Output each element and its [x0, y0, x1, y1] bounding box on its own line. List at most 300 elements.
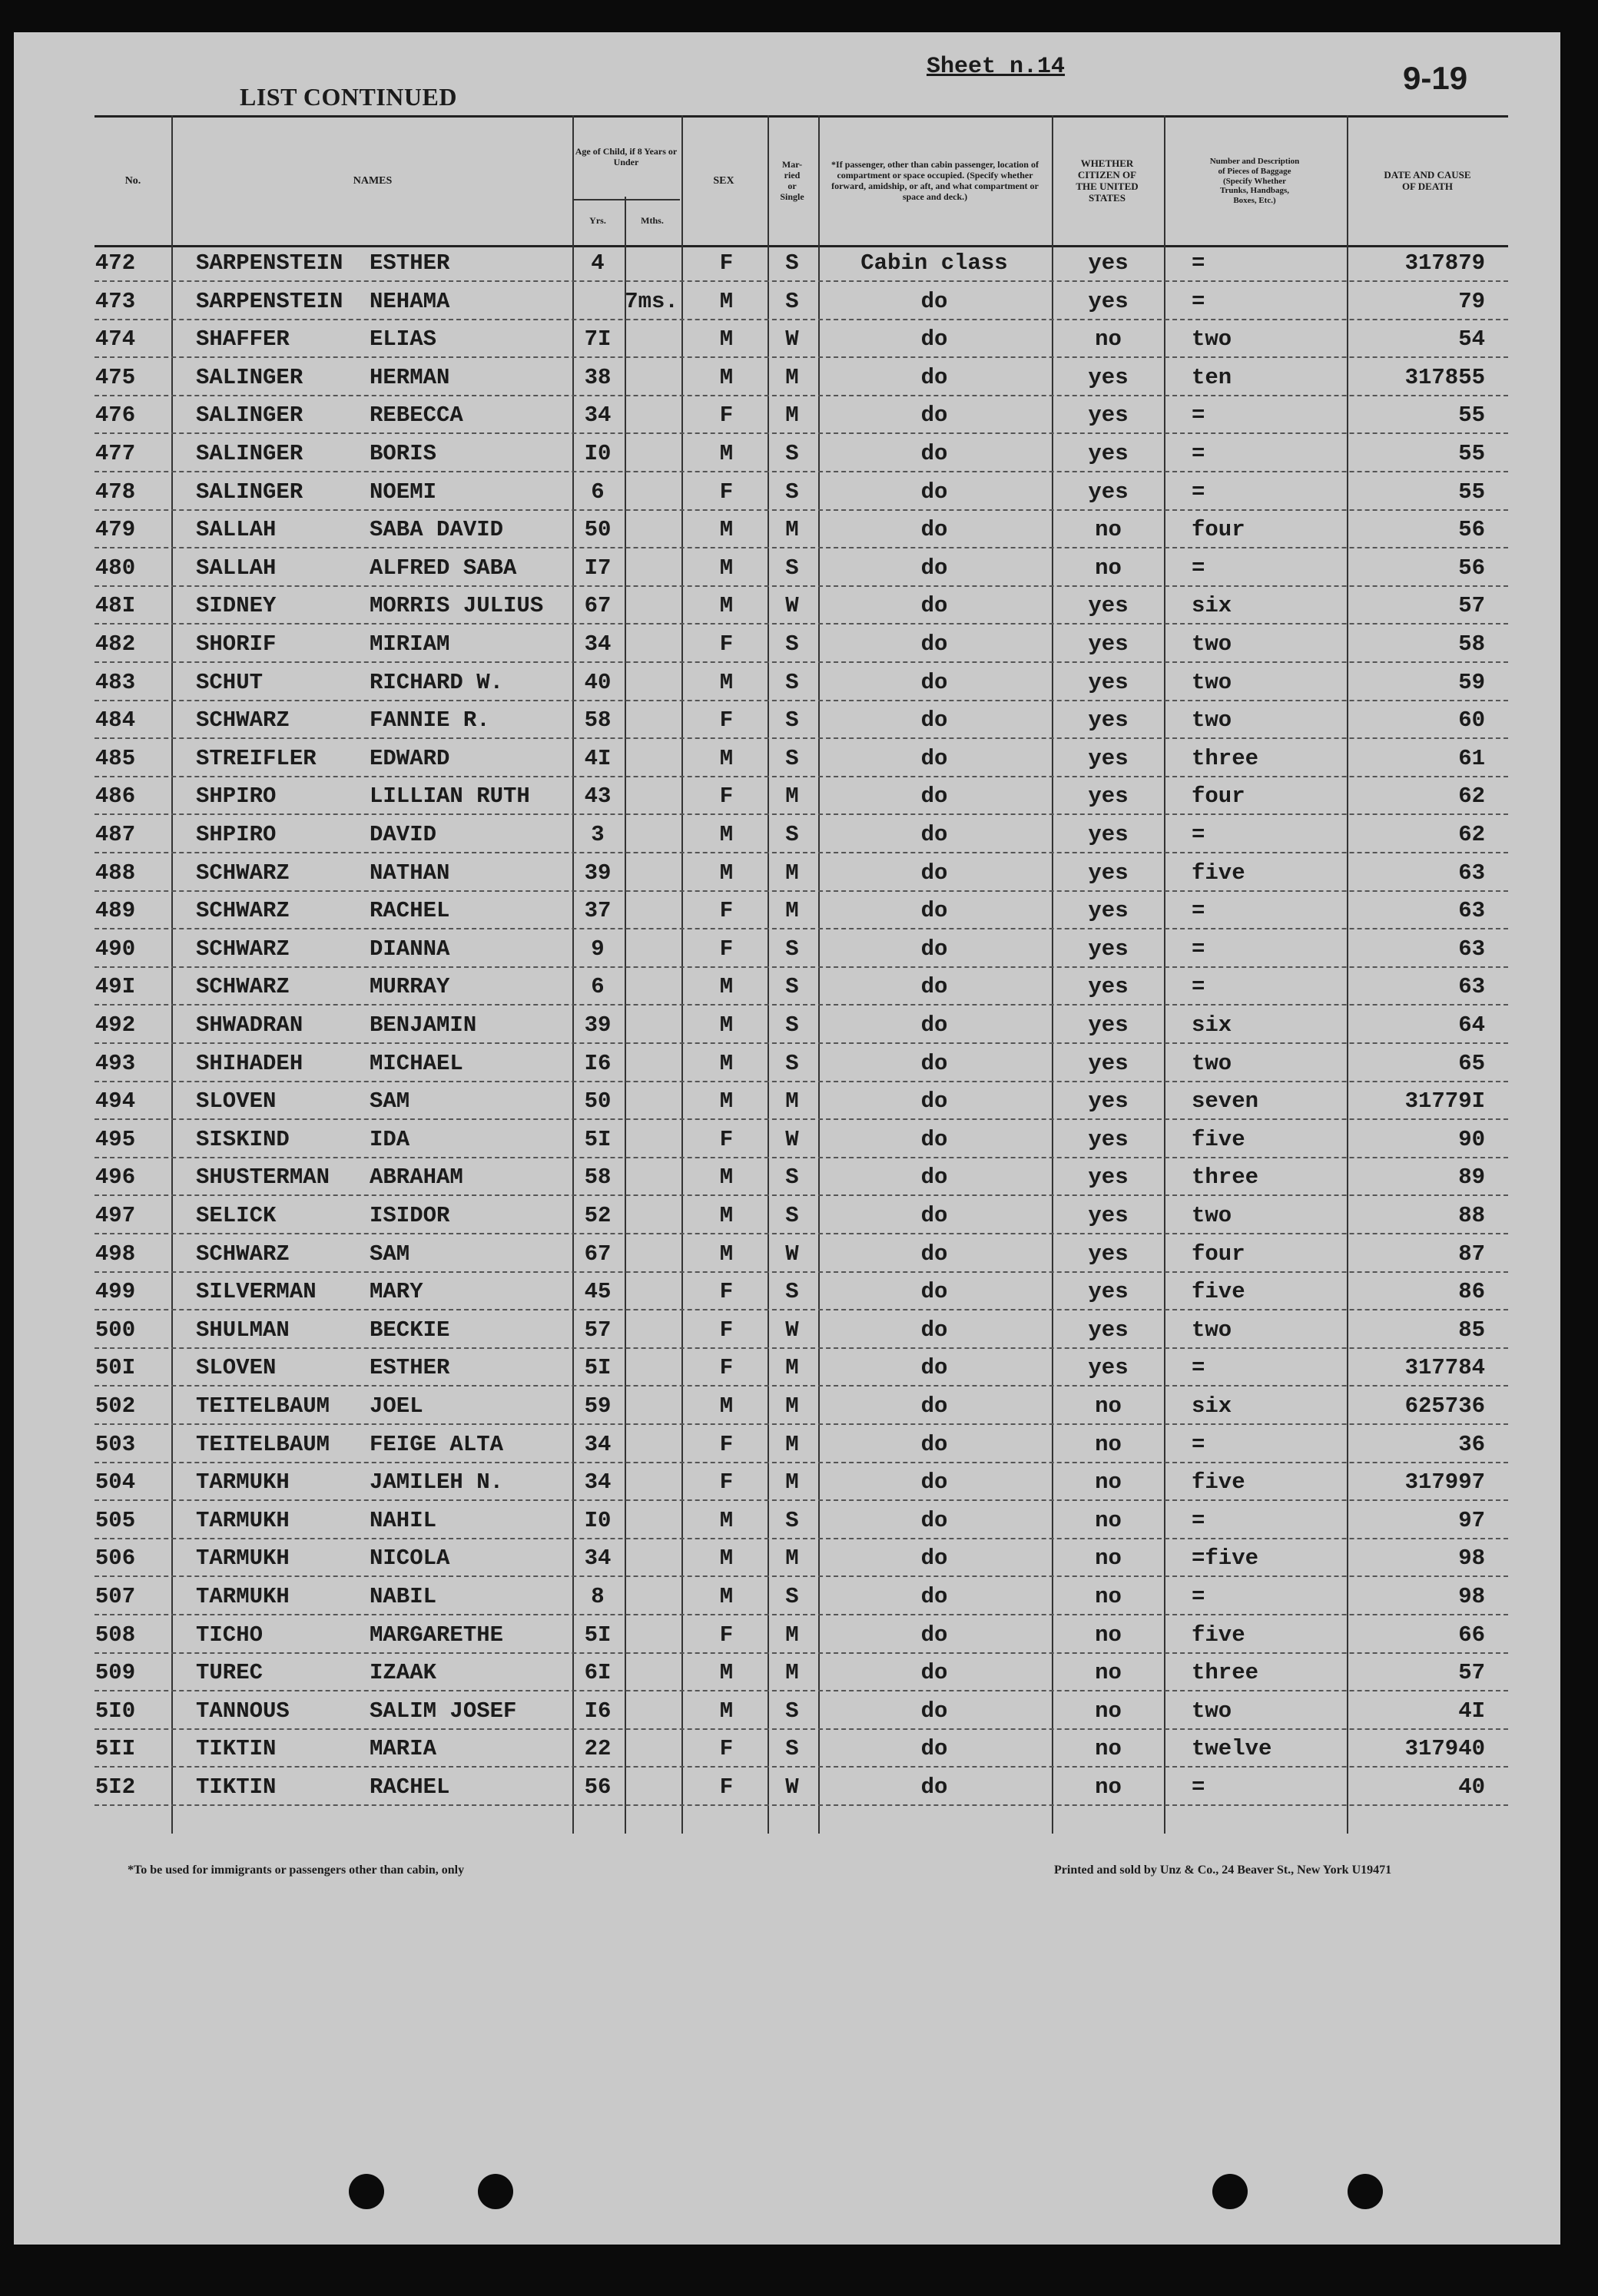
sex-cell: M — [719, 593, 734, 619]
citizen-cell: no — [1095, 1431, 1122, 1457]
location-cell: do — [920, 1774, 948, 1800]
baggage-cell: = — [1192, 441, 1205, 466]
age-years-cell: 3 — [591, 822, 605, 847]
marital-status-cell: W — [785, 326, 799, 353]
death-ref-cell: 97 — [1458, 1507, 1485, 1533]
row-number-cell: 480 — [94, 555, 136, 581]
location-cell: do — [920, 326, 948, 353]
location-cell: Cabin class — [860, 250, 1008, 276]
age-years-cell: 34 — [584, 1469, 612, 1496]
surname-cell: SALLAH — [196, 555, 277, 581]
table-row — [94, 433, 1508, 472]
surname-cell: SCHWARZ — [196, 860, 290, 886]
row-number-cell: 499 — [94, 1279, 136, 1305]
table-row — [94, 700, 1508, 739]
marital-status-cell: S — [785, 1165, 799, 1191]
age-years-cell: 52 — [584, 1203, 612, 1228]
row-number-cell: 476 — [94, 403, 136, 429]
citizen-cell: yes — [1088, 669, 1129, 695]
surname-cell: SCHWARZ — [196, 707, 290, 734]
baggage-cell: four — [1192, 517, 1245, 543]
age-years-cell: 5I — [584, 1622, 612, 1648]
age-years-cell: I0 — [584, 1507, 612, 1533]
citizen-cell: yes — [1088, 860, 1129, 886]
footer-note: *To be used for immigrants or passengers other than cabin, only — [128, 1864, 465, 1877]
marital-status-cell: W — [785, 593, 799, 619]
location-cell: do — [920, 784, 948, 810]
sex-cell: F — [719, 1279, 734, 1305]
table-row — [94, 966, 1508, 1006]
table-row — [94, 1615, 1508, 1654]
marital-status-cell: S — [785, 1507, 799, 1533]
age-years-cell: 5I — [584, 1355, 612, 1381]
baggage-cell: four — [1192, 1241, 1245, 1267]
death-ref-cell: 56 — [1458, 555, 1485, 581]
location-cell: do — [920, 441, 948, 466]
citizen-cell: yes — [1088, 1241, 1129, 1267]
row-number-cell: 502 — [94, 1393, 136, 1419]
sex-cell: F — [719, 1317, 734, 1343]
table-row — [94, 548, 1508, 587]
page-number: 9-19 — [1403, 60, 1468, 96]
baggage-cell: three — [1192, 1165, 1259, 1191]
death-ref-cell: 317940 — [1404, 1736, 1485, 1762]
location-cell: do — [920, 288, 948, 314]
marital-status-cell: M — [785, 1546, 799, 1572]
surname-cell: SCHWARZ — [196, 898, 290, 924]
citizen-cell: yes — [1088, 1317, 1129, 1343]
baggage-cell: two — [1192, 707, 1232, 734]
age-years-cell: 4 — [591, 250, 605, 276]
baggage-cell: seven — [1192, 1088, 1259, 1115]
sex-cell: F — [719, 1431, 734, 1457]
row-number-cell: 483 — [94, 669, 136, 695]
given-name-cell: MARY — [370, 1279, 423, 1305]
row-number-cell: 5II — [94, 1736, 136, 1762]
given-name-cell: JOEL — [370, 1393, 423, 1419]
baggage-cell: = — [1192, 822, 1205, 847]
row-number-cell: 475 — [94, 364, 136, 390]
given-name-cell: NAHIL — [370, 1507, 437, 1533]
citizen-cell: yes — [1088, 974, 1129, 1000]
header-mths: Mths. — [641, 215, 664, 227]
citizen-cell: yes — [1088, 479, 1129, 505]
table-row — [94, 243, 1508, 282]
sex-cell: F — [719, 1469, 734, 1496]
given-name-cell: ISIDOR — [370, 1203, 450, 1228]
location-cell: do — [920, 1165, 948, 1191]
citizen-cell: no — [1095, 1546, 1122, 1572]
row-number-cell: 495 — [94, 1126, 136, 1152]
sex-cell: M — [719, 1507, 734, 1533]
baggage-cell: twelve — [1192, 1736, 1272, 1762]
citizen-cell: no — [1095, 1393, 1122, 1419]
sex-cell: F — [719, 1355, 734, 1381]
table-row — [94, 395, 1508, 434]
marital-status-cell: W — [785, 1241, 799, 1267]
binder-hole — [478, 2174, 513, 2209]
given-name-cell: ESTHER — [370, 1355, 450, 1381]
row-number-cell: 485 — [94, 745, 136, 771]
given-name-cell: NICOLA — [370, 1546, 450, 1572]
surname-cell: TUREC — [196, 1660, 264, 1686]
marital-status-cell: M — [785, 1355, 799, 1381]
sex-cell: M — [719, 1546, 734, 1572]
marital-status-cell: M — [785, 1660, 799, 1686]
marital-status-cell: S — [785, 1736, 799, 1762]
surname-cell: TIKTIN — [196, 1774, 277, 1800]
table-row — [94, 814, 1508, 853]
sex-cell: F — [719, 250, 734, 276]
marital-status-cell: S — [785, 1584, 799, 1609]
given-name-cell: FANNIE R. — [370, 707, 490, 734]
death-ref-cell: 57 — [1458, 593, 1485, 619]
age-years-cell: 43 — [584, 784, 612, 810]
table-row — [94, 281, 1508, 320]
row-number-cell: 48I — [94, 593, 136, 619]
citizen-cell: yes — [1088, 441, 1129, 466]
death-ref-cell: 85 — [1458, 1317, 1485, 1343]
sex-cell: M — [719, 822, 734, 847]
baggage-cell: = — [1192, 288, 1205, 314]
table-row — [94, 929, 1508, 968]
binder-hole — [1212, 2174, 1248, 2209]
age-years-cell: 50 — [584, 1088, 612, 1115]
marital-status-cell: M — [785, 784, 799, 810]
marital-status-cell: S — [785, 822, 799, 847]
sex-cell: F — [719, 784, 734, 810]
marital-status-cell: M — [785, 1469, 799, 1496]
header-yrs: Yrs. — [589, 215, 606, 227]
death-ref-cell: 55 — [1458, 403, 1485, 429]
surname-cell: SLOVEN — [196, 1355, 277, 1381]
sex-cell: M — [719, 1012, 734, 1038]
given-name-cell: ABRAHAM — [370, 1165, 463, 1191]
citizen-cell: yes — [1088, 1126, 1129, 1152]
location-cell: do — [920, 403, 948, 429]
row-number-cell: 484 — [94, 707, 136, 734]
given-name-cell: REBECCA — [370, 403, 463, 429]
location-cell: do — [920, 1546, 948, 1572]
sex-cell: F — [719, 631, 734, 657]
baggage-cell: six — [1192, 593, 1232, 619]
binder-hole — [1348, 2174, 1383, 2209]
death-ref-cell: 62 — [1458, 822, 1485, 847]
row-number-cell: 492 — [94, 1012, 136, 1038]
surname-cell: TARMUKH — [196, 1507, 290, 1533]
table-row — [94, 662, 1508, 701]
marital-status-cell: M — [785, 898, 799, 924]
row-number-cell: 496 — [94, 1165, 136, 1191]
surname-cell: SARPENSTEIN — [196, 288, 343, 314]
citizen-cell: yes — [1088, 1165, 1129, 1191]
given-name-cell: IZAAK — [370, 1660, 437, 1686]
death-ref-cell: 61 — [1458, 745, 1485, 771]
citizen-cell: no — [1095, 326, 1122, 353]
surname-cell: TARMUKH — [196, 1469, 290, 1496]
header-sex: SEX — [713, 174, 734, 187]
marital-status-cell: S — [785, 631, 799, 657]
surname-cell: SHUSTERMAN — [196, 1165, 330, 1191]
surname-cell: SISKIND — [196, 1126, 290, 1152]
baggage-cell: = — [1192, 898, 1205, 924]
baggage-cell: = — [1192, 403, 1205, 429]
header-citizen: WHETHER CITIZEN OF THE UNITED STATES — [1076, 157, 1139, 204]
sex-cell: F — [719, 936, 734, 962]
location-cell: do — [920, 1241, 948, 1267]
surname-cell: SHAFFER — [196, 326, 290, 353]
baggage-cell: = — [1192, 250, 1205, 276]
marital-status-cell: S — [785, 1698, 799, 1724]
age-years-cell: 40 — [584, 669, 612, 695]
baggage-cell: six — [1192, 1012, 1232, 1038]
surname-cell: SCHWARZ — [196, 936, 290, 962]
age-years-cell: 67 — [584, 1241, 612, 1267]
age-years-cell: 6 — [591, 974, 605, 1000]
given-name-cell: BENJAMIN — [370, 1012, 477, 1038]
table-row — [94, 1234, 1508, 1273]
citizen-cell: yes — [1088, 898, 1129, 924]
row-number-cell: 500 — [94, 1317, 136, 1343]
sex-cell: F — [719, 707, 734, 734]
age-years-cell: 34 — [584, 403, 612, 429]
row-number-cell: 487 — [94, 822, 136, 847]
citizen-cell: no — [1095, 555, 1122, 581]
table-row — [94, 357, 1508, 396]
baggage-cell: five — [1192, 1469, 1245, 1496]
citizen-cell: yes — [1088, 250, 1129, 276]
baggage-cell: two — [1192, 631, 1232, 657]
given-name-cell: MARGARETHE — [370, 1622, 504, 1648]
surname-cell: TARMUKH — [196, 1546, 290, 1572]
baggage-cell: = — [1192, 1355, 1205, 1381]
death-ref-cell: 63 — [1458, 936, 1485, 962]
given-name-cell: MURRAY — [370, 974, 450, 1000]
sheet-number: Sheet n.14 — [927, 54, 1066, 80]
age-years-cell: 6I — [584, 1660, 612, 1686]
header-baggage: Number and Description of Pieces of Baggage (Specify Whether Trunks, Handbags, Boxes, Etc.) — [1209, 157, 1300, 205]
age-years-cell: 5I — [584, 1126, 612, 1152]
table-row — [94, 1767, 1508, 1806]
baggage-cell: two — [1192, 326, 1232, 353]
table-header — [94, 115, 1508, 247]
table-row — [94, 509, 1508, 548]
citizen-cell: yes — [1088, 745, 1129, 771]
given-name-cell: LILLIAN RUTH — [370, 784, 530, 810]
age-years-cell: 22 — [584, 1736, 612, 1762]
list-title: LIST CONTINUED — [240, 83, 457, 111]
citizen-cell: yes — [1088, 1012, 1129, 1038]
location-cell: do — [920, 1507, 948, 1533]
header-marital: Mar- ried or Single — [780, 159, 804, 202]
marital-status-cell: S — [785, 669, 799, 695]
age-years-cell: I7 — [584, 555, 612, 581]
citizen-cell: no — [1095, 1660, 1122, 1686]
surname-cell: SCHWARZ — [196, 1241, 290, 1267]
table-row — [94, 776, 1508, 815]
baggage-cell: = — [1192, 936, 1205, 962]
header-death: DATE AND CAUSE OF DEATH — [1384, 169, 1471, 192]
death-ref-cell: 40 — [1458, 1774, 1485, 1800]
sex-cell: M — [719, 1203, 734, 1228]
row-number-cell: 505 — [94, 1507, 136, 1533]
location-cell: do — [920, 669, 948, 695]
table-row — [94, 1081, 1508, 1120]
given-name-cell: NABIL — [370, 1584, 437, 1609]
row-number-cell: 49I — [94, 974, 136, 1000]
sex-cell: M — [719, 1241, 734, 1267]
row-number-cell: 506 — [94, 1546, 136, 1572]
age-years-cell: 57 — [584, 1317, 612, 1343]
row-number-cell: 498 — [94, 1241, 136, 1267]
baggage-cell: = — [1192, 974, 1205, 1000]
death-ref-cell: 60 — [1458, 707, 1485, 734]
location-cell: do — [920, 1736, 948, 1762]
baggage-cell: two — [1192, 1050, 1232, 1076]
citizen-cell: yes — [1088, 403, 1129, 429]
age-years-cell: 37 — [584, 898, 612, 924]
baggage-cell: two — [1192, 1203, 1232, 1228]
baggage-cell: two — [1192, 1317, 1232, 1343]
citizen-cell: yes — [1088, 822, 1129, 847]
table-row — [94, 1310, 1508, 1349]
sex-cell: F — [719, 898, 734, 924]
citizen-cell: yes — [1088, 1088, 1129, 1115]
death-ref-cell: 86 — [1458, 1279, 1485, 1305]
given-name-cell: SABA DAVID — [370, 517, 504, 543]
baggage-cell: = — [1192, 1584, 1205, 1609]
marital-status-cell: S — [785, 441, 799, 466]
citizen-cell: yes — [1088, 364, 1129, 390]
marital-status-cell: M — [785, 860, 799, 886]
age-years-cell: 7I — [584, 326, 612, 353]
marital-status-cell: S — [785, 555, 799, 581]
table-row — [94, 1652, 1508, 1691]
death-ref-cell: 63 — [1458, 860, 1485, 886]
death-ref-cell: 57 — [1458, 1660, 1485, 1686]
table-row — [94, 1691, 1508, 1730]
location-cell: do — [920, 707, 948, 734]
surname-cell: SALLAH — [196, 517, 277, 543]
location-cell: do — [920, 1355, 948, 1381]
binder-hole — [349, 2174, 384, 2209]
table-row — [94, 853, 1508, 892]
table-row — [94, 1386, 1508, 1425]
surname-cell: SALINGER — [196, 441, 303, 466]
location-cell: do — [920, 1012, 948, 1038]
given-name-cell: ALFRED SABA — [370, 555, 517, 581]
header-age: Age of Child, if 8 Years or Under — [575, 146, 678, 167]
baggage-cell: two — [1192, 1698, 1232, 1724]
location-cell: do — [920, 1126, 948, 1152]
surname-cell: TIKTIN — [196, 1736, 277, 1762]
row-number-cell: 509 — [94, 1660, 136, 1686]
location-cell: do — [920, 1431, 948, 1457]
location-cell: do — [920, 1393, 948, 1419]
surname-cell: TARMUKH — [196, 1584, 290, 1609]
surname-cell: TEITELBAUM — [196, 1431, 330, 1457]
table-row — [94, 1576, 1508, 1615]
death-ref-cell: 317855 — [1404, 364, 1485, 390]
marital-status-cell: S — [785, 1279, 799, 1305]
sex-cell: M — [719, 1660, 734, 1686]
citizen-cell: no — [1095, 1736, 1122, 1762]
death-ref-cell: 87 — [1458, 1241, 1485, 1267]
given-name-cell: IDA — [370, 1126, 410, 1152]
row-number-cell: 507 — [94, 1584, 136, 1609]
marital-status-cell: S — [785, 288, 799, 314]
location-cell: do — [920, 1279, 948, 1305]
age-years-cell: 67 — [584, 593, 612, 619]
age-years-cell: I6 — [584, 1050, 612, 1076]
row-number-cell: 473 — [94, 288, 136, 314]
surname-cell: SHPIRO — [196, 822, 277, 847]
citizen-cell: yes — [1088, 1050, 1129, 1076]
citizen-cell: yes — [1088, 936, 1129, 962]
age-years-cell: 4I — [584, 745, 612, 771]
given-name-cell: SALIM JOSEF — [370, 1698, 517, 1724]
given-name-cell: SAM — [370, 1241, 410, 1267]
surname-cell: SALINGER — [196, 479, 303, 505]
sex-cell: M — [719, 441, 734, 466]
header-names: NAMES — [353, 174, 393, 187]
citizen-cell: yes — [1088, 1279, 1129, 1305]
table-row — [94, 1119, 1508, 1158]
baggage-cell: five — [1192, 860, 1245, 886]
age-years-cell: I6 — [584, 1698, 612, 1724]
row-number-cell: 5I0 — [94, 1698, 136, 1724]
sex-cell: F — [719, 479, 734, 505]
surname-cell: SLOVEN — [196, 1088, 277, 1115]
death-ref-cell: 317784 — [1404, 1355, 1485, 1381]
baggage-cell: = — [1192, 479, 1205, 505]
age-years-cell: 8 — [591, 1584, 605, 1609]
given-name-cell: DAVID — [370, 822, 437, 847]
marital-status-cell: M — [785, 1431, 799, 1457]
table-row — [94, 1538, 1508, 1577]
death-ref-cell: 31779I — [1404, 1088, 1485, 1115]
age-years-cell: I0 — [584, 441, 612, 466]
given-name-cell: FEIGE ALTA — [370, 1431, 504, 1457]
surname-cell: SALINGER — [196, 403, 303, 429]
row-number-cell: 493 — [94, 1050, 136, 1076]
sex-cell: M — [719, 1165, 734, 1191]
sex-cell: M — [719, 1393, 734, 1419]
age-years-cell: 39 — [584, 860, 612, 886]
surname-cell: TEITELBAUM — [196, 1393, 330, 1419]
surname-cell: SHORIF — [196, 631, 277, 657]
sex-cell: M — [719, 326, 734, 353]
citizen-cell: yes — [1088, 1355, 1129, 1381]
given-name-cell: MICHAEL — [370, 1050, 463, 1076]
surname-cell: SCHWARZ — [196, 974, 290, 1000]
age-years-cell: 50 — [584, 517, 612, 543]
table-row — [94, 585, 1508, 625]
marital-status-cell: M — [785, 517, 799, 543]
row-number-cell: 5I2 — [94, 1774, 136, 1800]
sex-cell: M — [719, 1698, 734, 1724]
death-ref-cell: 55 — [1458, 441, 1485, 466]
death-ref-cell: 66 — [1458, 1622, 1485, 1648]
table-row — [94, 472, 1508, 511]
age-years-cell: 56 — [584, 1774, 612, 1800]
citizen-cell: yes — [1088, 631, 1129, 657]
baggage-cell: five — [1192, 1622, 1245, 1648]
surname-cell: SELICK — [196, 1203, 277, 1228]
given-name-cell: NEHAMA — [370, 288, 450, 314]
age-months-cell: 7ms. — [625, 288, 678, 314]
given-name-cell: DIANNA — [370, 936, 450, 962]
